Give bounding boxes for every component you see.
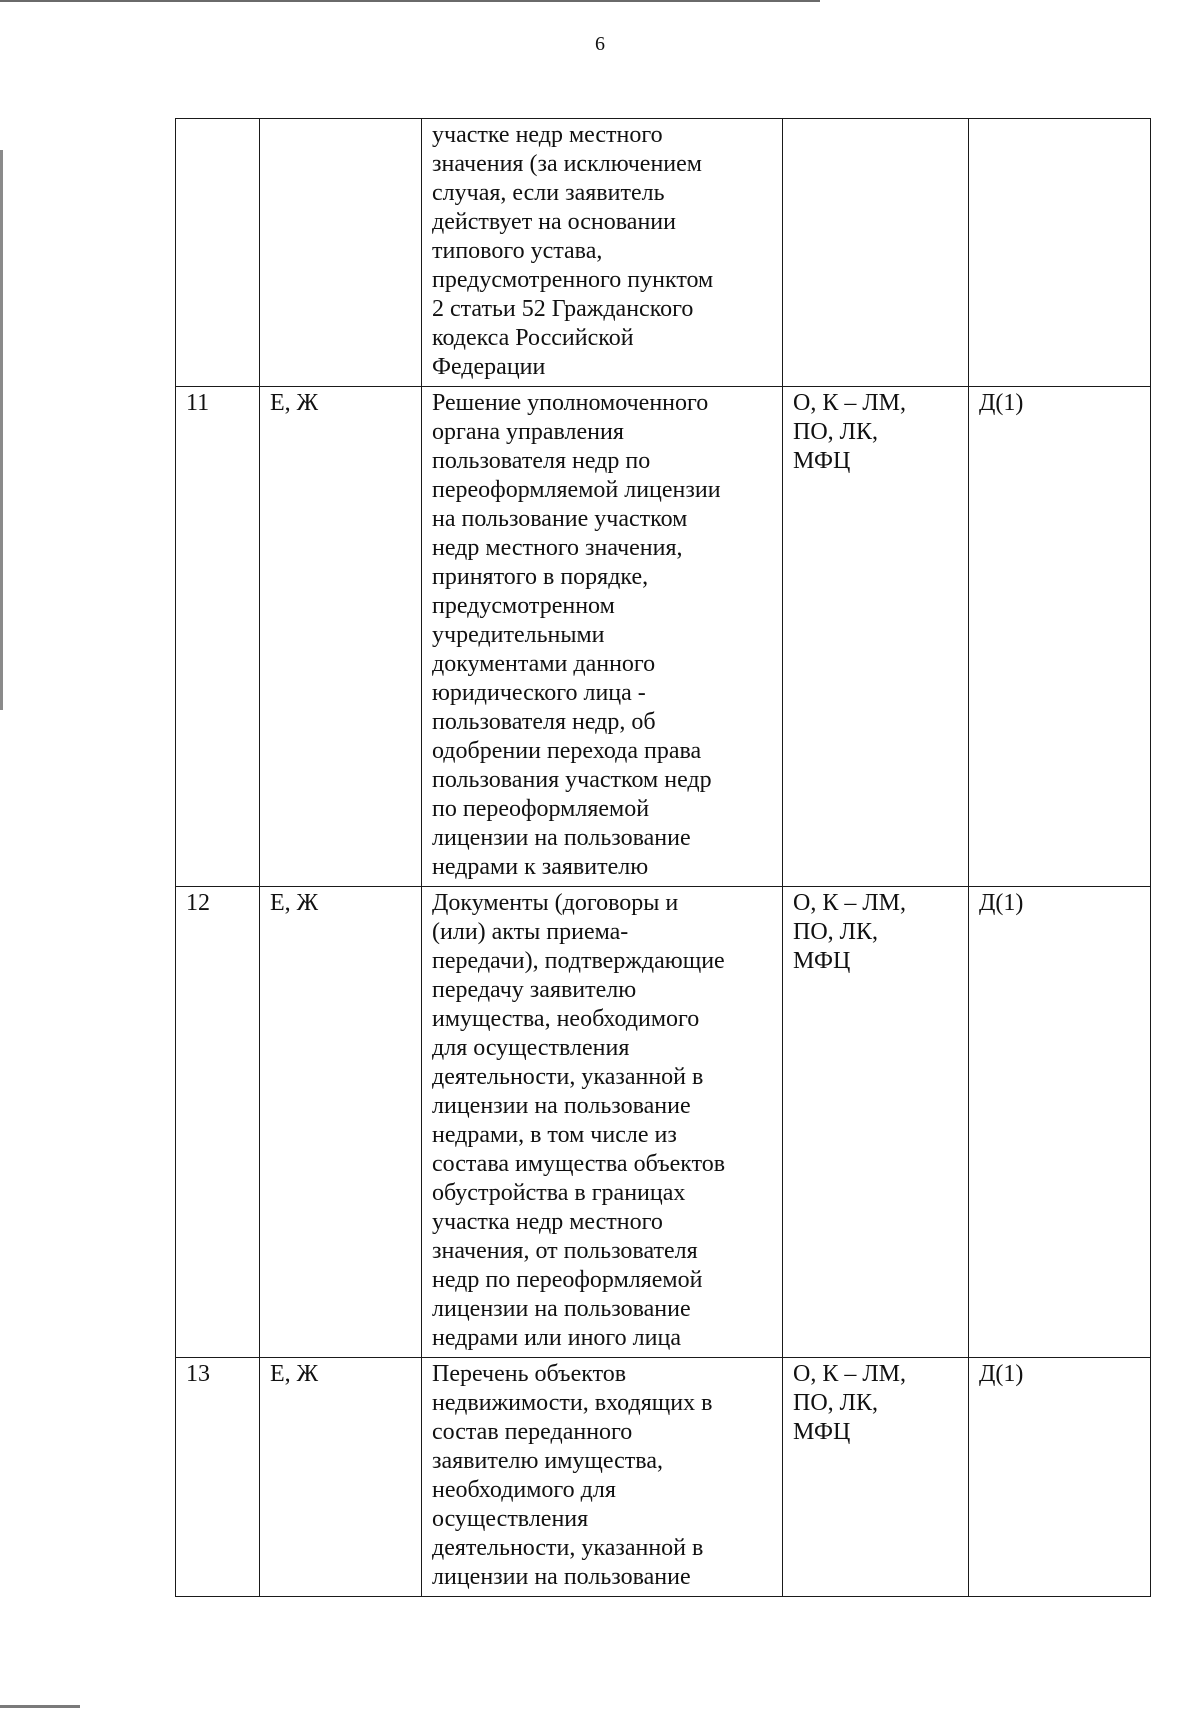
note-cell	[969, 387, 1151, 887]
row-number-cell	[176, 119, 260, 387]
note-text: Д(1)	[979, 890, 1024, 916]
row-number: 12	[186, 890, 210, 916]
category-text: Е, Ж	[270, 890, 319, 916]
method-cell	[783, 887, 969, 1358]
note-cell	[969, 1358, 1151, 1597]
table-row	[176, 387, 1151, 887]
note-text: Д(1)	[979, 390, 1024, 416]
note-cell	[969, 887, 1151, 1358]
documents-table	[175, 118, 1151, 1597]
category-cell	[260, 119, 422, 387]
category-text: Е, Ж	[270, 390, 319, 416]
document-text: Решение уполномоченного органа управления пользователя недр по переоформляемой лицензии на пользование участком недр местного значения, принятого в порядке, предусмотренном учредительными документами данного юридического лица - пользователя недр, об одобрении перехода права пользования участком недр по переоформляемой лицензии на пользование недрами к заявителю	[432, 390, 721, 880]
table-row	[176, 1358, 1151, 1597]
page-number: 6	[595, 33, 605, 55]
note-cell	[969, 119, 1151, 387]
document-cell	[422, 887, 783, 1358]
table-row	[176, 887, 1151, 1358]
category-cell	[260, 1358, 422, 1597]
row-number: 13	[186, 1361, 210, 1387]
row-number: 11	[186, 390, 210, 416]
method-cell	[783, 119, 969, 387]
document-text: Документы (договоры и (или) акты приема- передачи), подтверждающие передачу заявителю имущества, необходимого для осуществления деятельности, указанной в лицензии на пользование недрами, в том числе из состава имущества объектов обустройства в границах участка недр местного значения, от пользователя недр по переоформляемой лицензии на пользование недрами или иного лица	[432, 890, 726, 1351]
method-text: О, К – ЛМ, ПО, ЛК, МФЦ	[793, 390, 906, 474]
method-cell	[783, 1358, 969, 1597]
document-cell	[422, 119, 783, 387]
document-text: Перечень объектов недвижимости, входящих в состав переданного заявителю имущества, необходимого для осуществления деятельности, указанной в лицензии на пользование	[432, 1361, 713, 1590]
scan-top-edge	[0, 0, 820, 2]
category-text: Е, Ж	[270, 1361, 319, 1387]
category-cell	[260, 887, 422, 1358]
category-cell	[260, 387, 422, 887]
note-text: Д(1)	[979, 1361, 1024, 1387]
method-text: О, К – ЛМ, ПО, ЛК, МФЦ	[793, 890, 906, 974]
method-text: О, К – ЛМ, ПО, ЛК, МФЦ	[793, 1361, 906, 1445]
table-row	[176, 119, 1151, 387]
method-cell	[783, 387, 969, 887]
scan-left-edge	[0, 150, 3, 710]
row-number-cell	[176, 387, 260, 887]
document-text: участке недр местного значения (за исключением случая, если заявитель действует на основании типового устава, предусмотренного пунктом 2 статьи 52 Гражданского кодекса Российской Федерации	[432, 122, 714, 380]
row-number-cell	[176, 887, 260, 1358]
scan-bottom-mark	[0, 1705, 80, 1708]
row-number-cell	[176, 1358, 260, 1597]
document-cell	[422, 1358, 783, 1597]
document-cell	[422, 387, 783, 887]
